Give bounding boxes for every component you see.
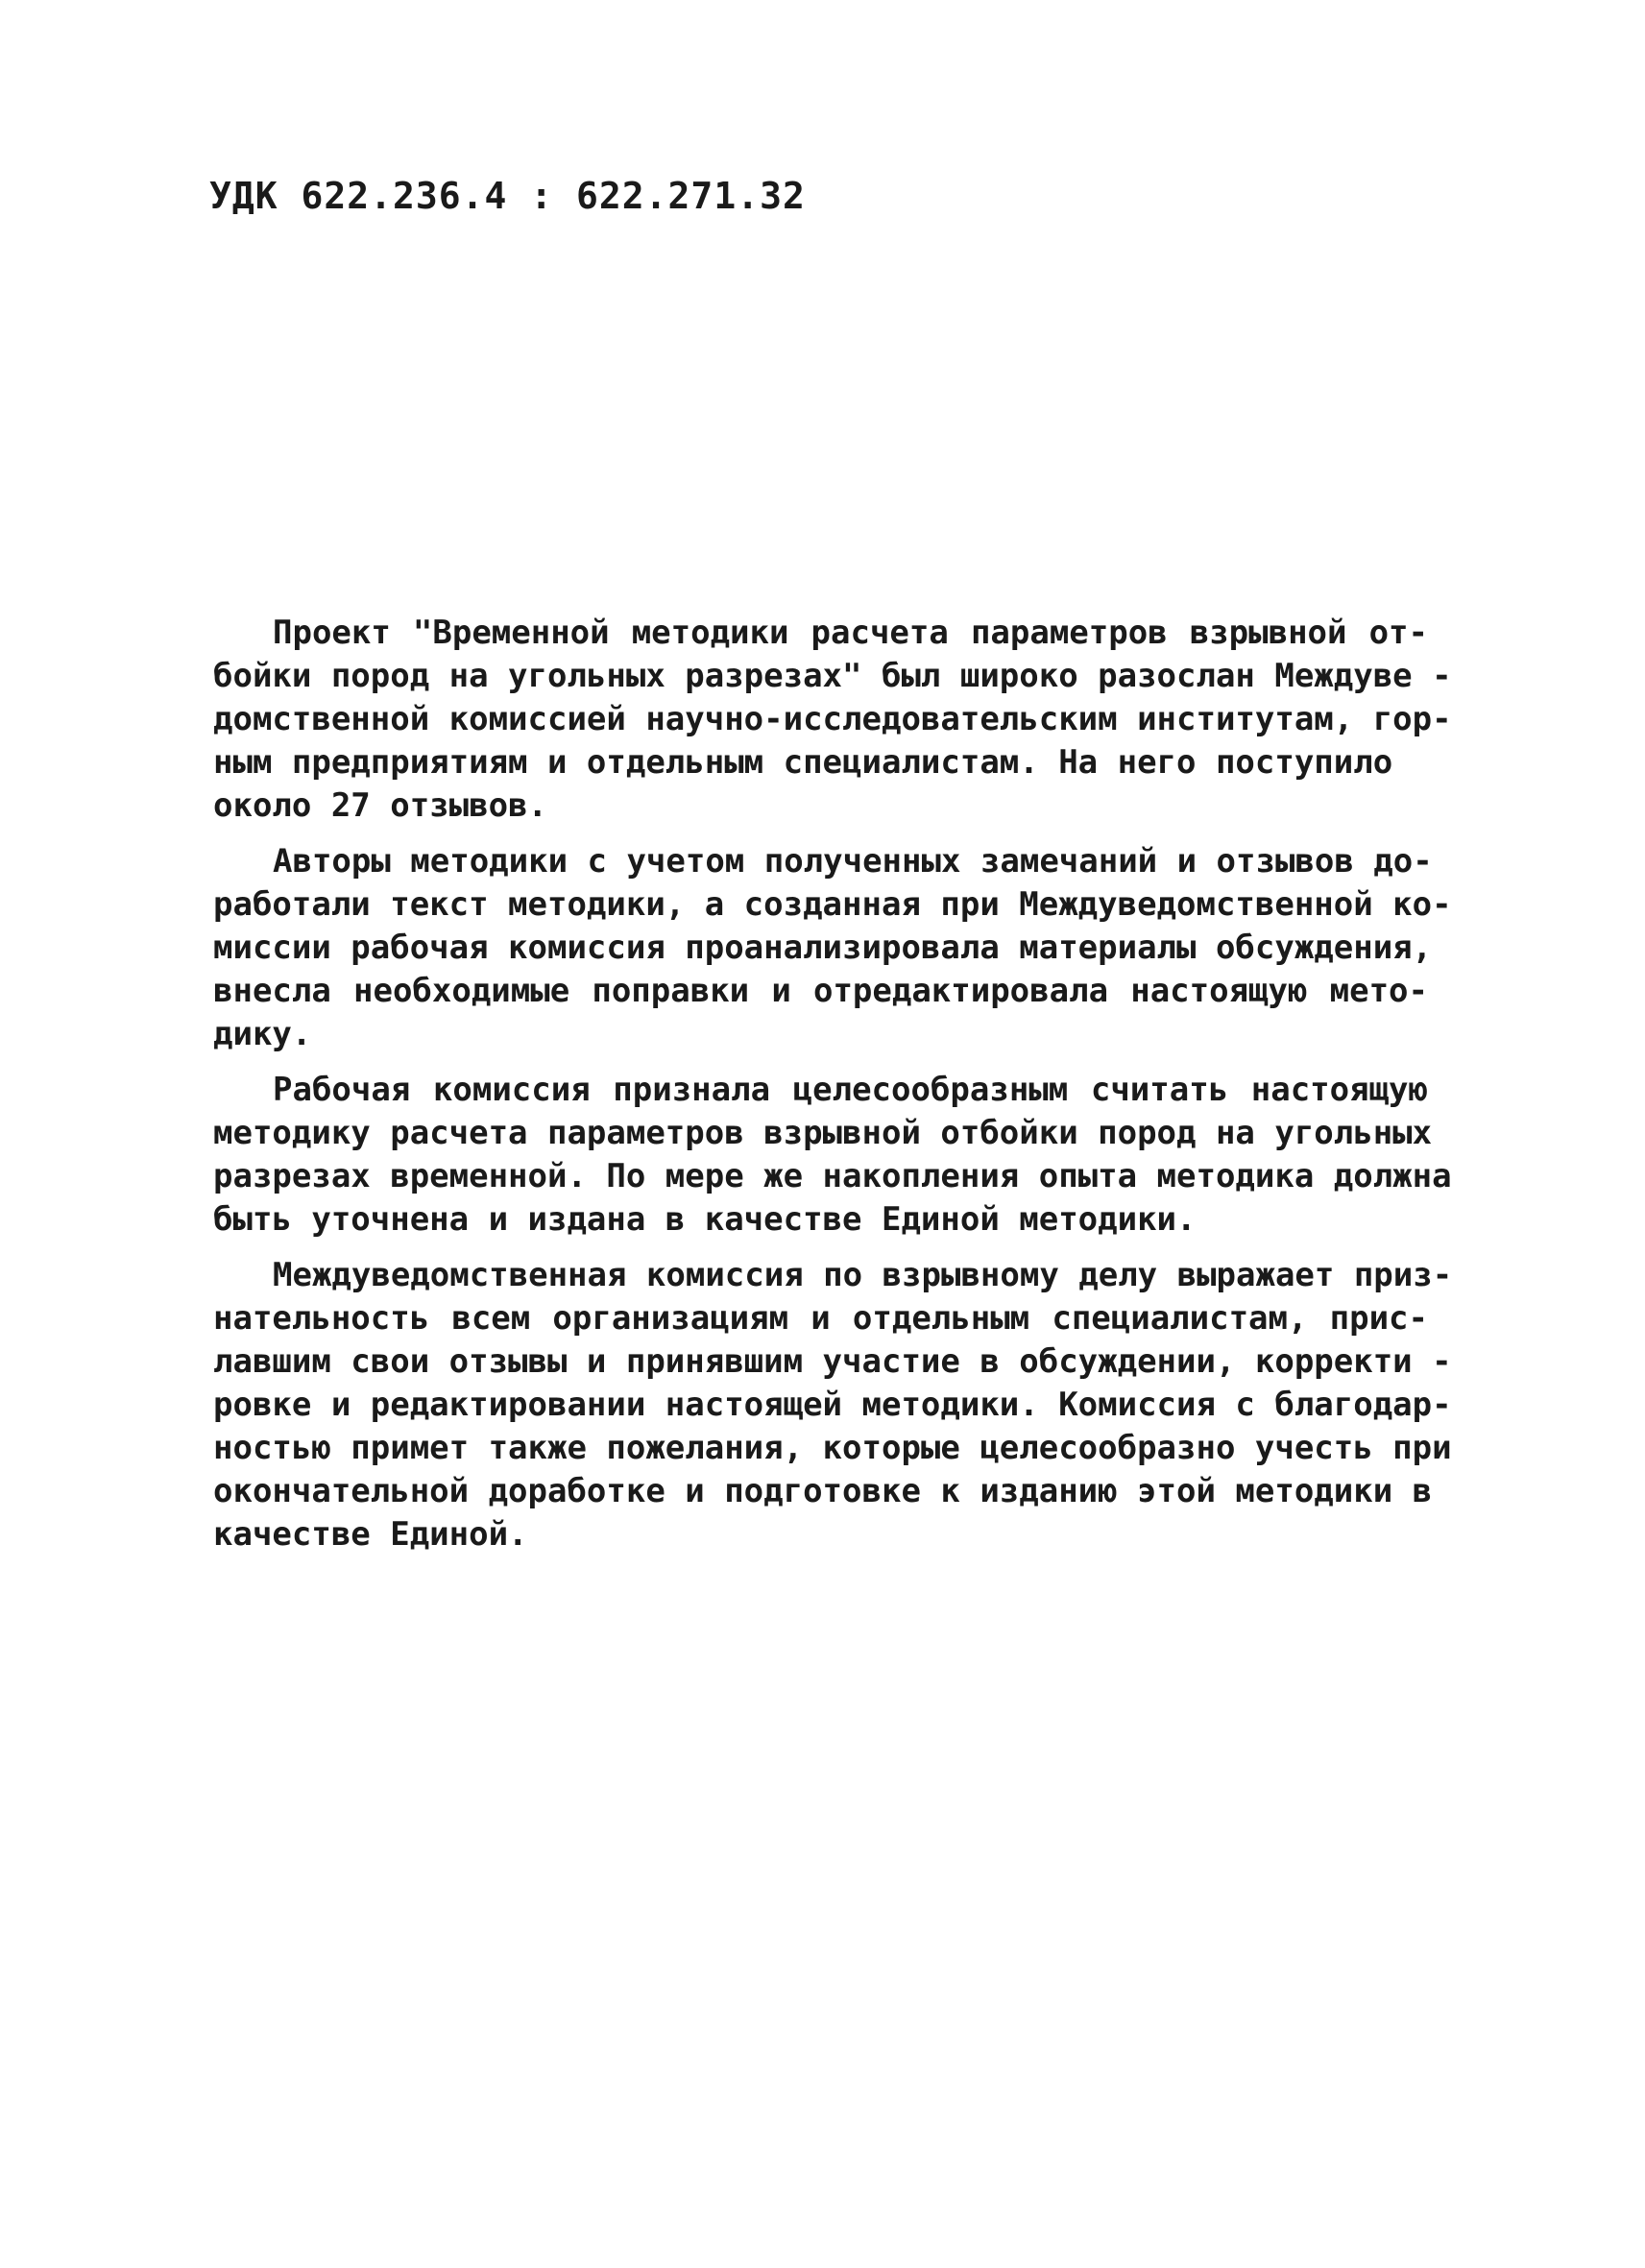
body-text xyxy=(213,612,1453,1556)
text-line: разрезах временной. По мере же накопления опыта методика должна xyxy=(213,1157,1452,1195)
text-line: Междуведомственная комиссия по взрывному делу выражает приз- xyxy=(273,1256,1453,1294)
text-line: Авторы методики с учетом полученных замечаний и отзывов до- xyxy=(273,842,1433,881)
text-line: нательность всем организациям и отдельным специалистам, прис- xyxy=(213,1299,1428,1338)
text-line: работали текст методики, а созданная при Междуведомственной ко- xyxy=(213,885,1452,924)
text-line: домственной комиссией научно-исследовательским институтам, гор- xyxy=(213,700,1452,738)
text-line: качестве Единой. xyxy=(213,1515,528,1554)
text-line: окончательной доработке и подготовке к изданию этой методики в xyxy=(213,1472,1433,1510)
text-line: быть уточнена и издана в качестве Единой методики. xyxy=(213,1200,1197,1239)
paragraph-3 xyxy=(213,1069,1452,1242)
paragraph-2 xyxy=(213,840,1452,1056)
text-line: ровке и редактировании настоящей методики. Комиссия с благодар- xyxy=(213,1386,1452,1424)
text-line: ным предприятиям и отдельным специалистам. На него поступило xyxy=(213,743,1393,782)
paragraph-4 xyxy=(213,1254,1453,1556)
text-line: Рабочая комиссия признала целесообразным считать настоящую xyxy=(273,1071,1428,1109)
udk-code: УДК 622.236.4 : 622.271.32 xyxy=(209,175,806,217)
paragraph-1 xyxy=(213,612,1452,828)
text-line: дику. xyxy=(213,1015,312,1053)
text-line: методику расчета параметров взрывной отбойки пород на угольных xyxy=(213,1114,1433,1152)
text-line: бойки пород на угольных разрезах" был широко разослан Междуве - xyxy=(213,657,1452,695)
text-line: ностью примет также пожелания, которые целесообразно учесть при xyxy=(213,1429,1452,1467)
text-line: внесла необходимые поправки и отредактировала настоящую мето- xyxy=(213,972,1428,1010)
text-line: миссии рабочая комиссия проанализировала материалы обсуждения, xyxy=(213,929,1433,967)
text-line: лавшим свои отзывы и принявшим участие в обсуждении, корректи - xyxy=(213,1342,1452,1381)
text-line: около 27 отзывов. xyxy=(213,786,547,825)
text-line: Проект "Временной методики расчета параметров взрывной от- xyxy=(273,614,1428,652)
